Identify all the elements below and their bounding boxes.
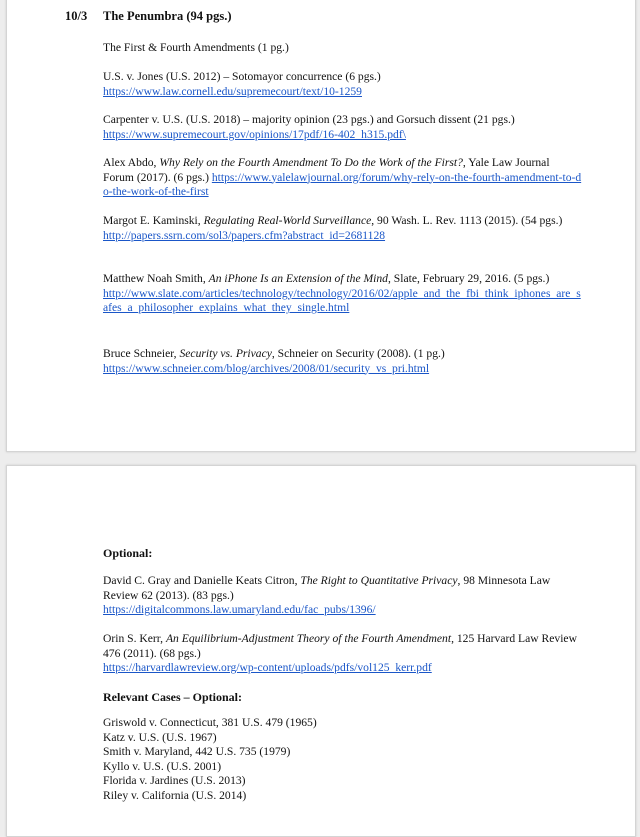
entry-author: Matthew Noah Smith, [103, 272, 209, 285]
entry-citation: , 90 Wash. L. Rev. 1113 (2015). (54 pgs.) [371, 214, 563, 227]
optional-heading: Optional: [103, 546, 153, 560]
case-item: Katz v. U.S. (U.S. 1967) [103, 730, 217, 744]
entry-link[interactable]: https://digitalcommons.law.umaryland.edu/fac_pubs/1396/ [103, 603, 376, 616]
entry-text: U.S. v. Jones (U.S. 2012) – Sotomayor concurrence (6 pgs.) [103, 70, 381, 83]
case-item: Kyllo v. U.S. (U.S. 2001) [103, 759, 222, 773]
entry-title: Regulating Real-World Surveillance [203, 214, 372, 227]
entry-link[interactable]: http://www.slate.com/articles/technology/technology/2016/02/apple_and_the_fbi_think_iphones_are_safes_a_philosopher_explains_what_they_single.html [103, 286, 581, 314]
reading-entry [103, 574, 583, 618]
case-item: Florida v. Jardines (U.S. 2013) [103, 774, 246, 787]
reading-entry [103, 70, 583, 99]
entry-link[interactable]: https://www.schneier.com/blog/archives/2008/01/security_vs_pri.html [103, 361, 430, 375]
entry-link[interactable]: https://www.supremecourt.gov/opinions/17pdf/16-402_h315.pdf\ [103, 127, 406, 141]
cases-list [103, 716, 317, 803]
entry-citation: , 125 Harvard Law Review 476 (2011). (68 pgs.) [103, 632, 577, 660]
entry-author: Bruce Schneier, [103, 347, 180, 360]
cases-heading: Relevant Cases – Optional: [103, 690, 242, 704]
entry-title: Security vs. Privacy [179, 347, 272, 360]
reading-entry [103, 156, 583, 200]
section-title: The Penumbra (94 pgs.) [103, 9, 232, 23]
entry-author: David C. Gray and Danielle Keats Citron, [103, 574, 301, 587]
entry-text: Carpenter v. U.S. (U.S. 2018) – majority opinion (23 pgs.) and Gorsuch dissent (21 pgs.) [103, 113, 515, 126]
section-header [65, 9, 231, 24]
case-item: Smith v. Maryland, 442 U.S. 735 (1979) [103, 745, 291, 758]
entry-link[interactable]: https://www.yalelawjournal.org/forum/why-rely-on-the-fourth-amendment-to-do-the-work-of-the-first [103, 170, 582, 198]
section-date: 10/3 [65, 9, 88, 23]
case-item: Riley v. California (U.S. 2014) [103, 788, 247, 802]
entry-citation: , Yale Law Journal Forum (2017). (6 pgs.) [103, 156, 550, 184]
reading-entry [103, 214, 583, 243]
entry-link[interactable]: http://papers.ssrn.com/sol3/papers.cfm?abstract_id=2681128 [103, 228, 386, 242]
reading-entry [103, 41, 583, 56]
reading-entry [103, 272, 583, 316]
entry-title: An Equilibrium-Adjustment Theory of the Fourth Amendment [165, 632, 452, 645]
entry-link[interactable]: https://harvardlawreview.org/wp-content/uploads/pdfs/vol125_kerr.pdf [103, 661, 432, 674]
reading-entry [103, 113, 583, 142]
entry-text: The First & Fourth Amendments (1 pg.) [103, 41, 289, 54]
entry-author: Orin S. Kerr, [103, 632, 166, 645]
reading-entry [103, 632, 583, 676]
entry-link[interactable]: https://www.law.cornell.edu/supremecourt/text/10-1259 [103, 84, 362, 98]
document-page-2 [6, 465, 636, 837]
document-page-1 [6, 0, 636, 452]
entry-citation: , Slate, February 29, 2016. (5 pgs.) [387, 272, 550, 285]
entry-citation: , Schneier on Security (2008). (1 pg.) [271, 347, 445, 360]
entry-author: Alex Abdo, [103, 156, 160, 169]
entry-title: An iPhone Is an Extension of the Mind [208, 272, 388, 285]
case-item: Griswold v. Connecticut, 381 U.S. 479 (1965) [103, 716, 317, 729]
reading-entry [103, 347, 583, 376]
entry-author: Margot E. Kaminski, [103, 214, 204, 227]
entry-title: The Right to Quantitative Privacy [300, 574, 458, 587]
entry-citation: , 98 Minnesota Law Review 62 (2013). (83 pgs.) [103, 574, 551, 602]
entry-title: Why Rely on the Fourth Amendment To Do the Work of the First? [159, 156, 463, 169]
